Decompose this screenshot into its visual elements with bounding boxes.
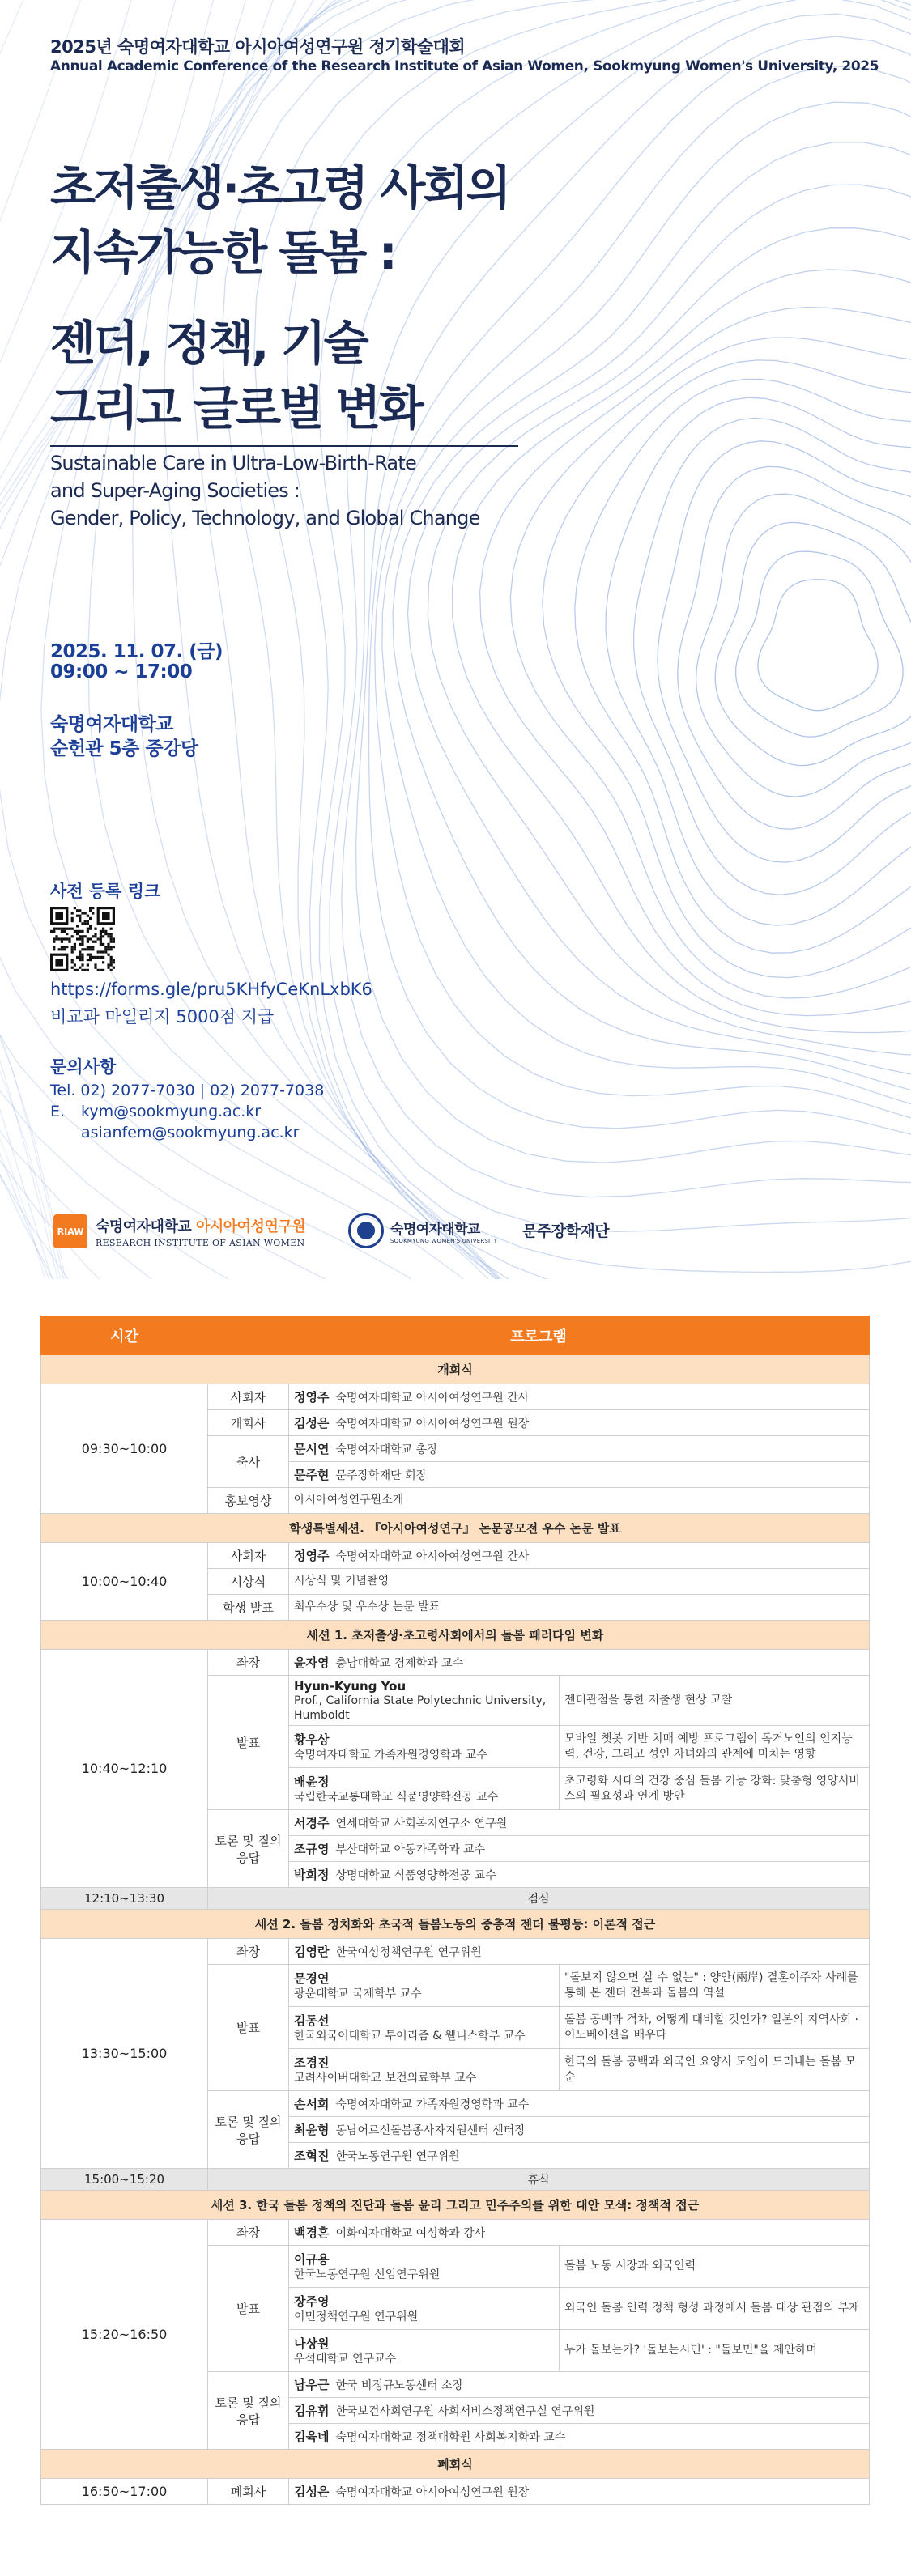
presenter-affiliation: 국립한국교통대학교 식품영양학전공 교수: [294, 1791, 499, 1804]
person-name: 김유휘: [294, 2404, 330, 2418]
table-row: [41, 2479, 870, 2505]
presenter-affiliation: 우석대학교 연구교수: [294, 2353, 397, 2366]
person-affiliation: 한국 비정규노동센터 소장: [335, 2379, 464, 2392]
presentation-topic: "돌보지 않으면 살 수 없는" : 양안(兩岸) 결혼이주자 사례를 통해 본 젠더 전복과 돌봄의 역설: [560, 1965, 870, 2007]
person-affiliation: 숙명여자대학교 아시아여성연구원 간사: [335, 1392, 530, 1405]
person-affiliation: 충남대학교 경제학과 교수: [335, 1657, 464, 1670]
person-affiliation: 숙명여자대학교 가족자원경영학과 교수: [335, 2098, 530, 2111]
section-3: 세션 3. 한국 돌봄 정책의 진단과 돌봄 윤리 그리고 민주주의를 위한 대안 모색: 정책적 접근: [41, 2191, 870, 2220]
break-label: 휴식: [208, 2169, 870, 2191]
person-affiliation: 문주장학재단 회장: [335, 1469, 428, 1482]
conference-title-en: Annual Academic Conference of the Research Institute of Asian Women, Sookmyung Women's University, 2025: [50, 58, 879, 74]
item-text: 최우수상 및 우수상 논문 발표: [289, 1595, 870, 1621]
contact-title: 문의사항: [50, 1057, 117, 1077]
riaw-logo-en: RESEARCH INSTITUTE OF ASIAN WOMEN: [96, 1237, 305, 1248]
person-name: 조혁진: [294, 2149, 330, 2163]
presenter-affiliation: 숙명여자대학교 가족자원경영학과 교수: [294, 1749, 487, 1762]
person-name: 김성은: [294, 2485, 330, 2499]
event-venue-line-1: 숙명여자대학교: [50, 714, 174, 735]
break-lunch: [41, 1888, 870, 1910]
time-cell: 15:20~16:50: [41, 2220, 208, 2450]
registration-link[interactable]: https://forms.gle/pru5KHfyCeKnLxbK6: [50, 980, 372, 999]
section-1: 세션 1. 초저출생·초고령사회에서의 돌봄 패러다임 변화: [41, 1621, 870, 1650]
event-date: 2025. 11. 07. (금): [50, 641, 223, 662]
main-title-line-3: 젠더, 정책, 기술: [50, 316, 367, 371]
person-affiliation: 연세대학교 사회복지연구소 연구원: [335, 1817, 508, 1830]
sookmyung-logo-ko: 숙명여자대학교: [390, 1221, 480, 1238]
section-special: 학생특별세션. 『아시아여성연구』 논문공모전 우수 논문 발표: [41, 1514, 870, 1543]
presenter-name: 황우상: [294, 1732, 330, 1747]
contact-email-label: E.: [50, 1103, 66, 1120]
table-row: [41, 1384, 870, 1410]
role-cell: 토론 및 질의응답: [208, 2091, 289, 2169]
person-name: 정영주: [294, 1549, 330, 1563]
person-affiliation: 한국노동연구원 연구위원: [335, 2150, 460, 2163]
role-cell: 사회자: [208, 1543, 289, 1569]
riaw-logo-univ: 숙명여자대학교: [96, 1218, 192, 1235]
person-affiliation: 상명대학교 식품영양학전공 교수: [335, 1869, 496, 1882]
table-row: [41, 1939, 870, 1965]
person-name: 백경흔: [294, 2225, 330, 2240]
person-name: 김영란: [294, 1945, 330, 1959]
presentation-topic: 초고령화 시대의 건강 중심 돌봄 기능 강화: 맞춤형 영양서비스의 필요성과 연계 방안: [560, 1768, 870, 1810]
sookmyung-logo-en: SOOKMYUNG WOMEN'S UNIVERSITY: [390, 1237, 498, 1244]
event-time: 09:00 ~ 17:00: [50, 661, 193, 682]
person-name: 정영주: [294, 1390, 330, 1405]
person-name: 남우근: [294, 2378, 330, 2392]
role-cell: 발표: [208, 2246, 289, 2372]
table-row: [41, 1650, 870, 1676]
time-cell: 12:10~13:30: [41, 1888, 208, 1910]
foundation-logo: 문주장학재단: [522, 1222, 610, 1240]
registration-note: 비교과 마일리지 5000점 지급: [50, 1007, 275, 1027]
role-cell: 좌장: [208, 1939, 289, 1965]
presenter-affiliation: 고려사이버대학교 보건의료학부 교수: [294, 2072, 477, 2085]
person-affiliation: 이화여자대학교 여성학과 강사: [335, 2227, 486, 2240]
presenter-affiliation: 한국노동연구원 선임연구위원: [294, 2268, 441, 2281]
person-affiliation: 숙명여자대학교 아시아여성연구원 간사: [335, 1550, 530, 1563]
poster: [0, 0, 911, 1279]
role-cell: 홍보영상: [208, 1488, 289, 1514]
registration-title: 사전 등록 링크: [50, 882, 161, 901]
role-cell: 폐회사: [208, 2479, 289, 2505]
time-cell: 16:50~17:00: [41, 2479, 208, 2505]
person-name: 손서희: [294, 2097, 330, 2111]
role-cell: 시상식: [208, 1569, 289, 1595]
presentation-topic: 모바일 챗봇 기반 치매 예방 프로그램이 독거노인의 인지능력, 건강, 그리고 성인 자녀와의 관계에 미치는 영향: [560, 1726, 870, 1768]
table-row: [41, 1543, 870, 1569]
person-affiliation: 숙명여자대학교 아시아여성연구원 원장: [335, 1418, 530, 1430]
presenter-affiliation: 한국외국어대학교 투어리즘 & 웰니스학부 교수: [294, 2030, 526, 2043]
role-cell: 토론 및 질의응답: [208, 1810, 289, 1888]
person-name: 최윤형: [294, 2123, 330, 2137]
role-cell: 개회사: [208, 1410, 289, 1436]
title-divider: [50, 445, 518, 447]
subtitle-en-line-1: Sustainable Care in Ultra-Low-Birth-Rate: [50, 452, 416, 474]
section-2: 세션 2. 돌봄 정치화와 초국적 돌봄노동의 중층적 젠더 불평등: 이론적 접근: [41, 1910, 870, 1939]
role-cell: 발표: [208, 1965, 289, 2091]
section-closing: 폐회식: [41, 2450, 870, 2479]
contact-email-2[interactable]: asianfem@sookmyung.ac.kr: [81, 1124, 300, 1141]
person-name: 김성은: [294, 1416, 330, 1430]
person-name: 윤자영: [294, 1656, 330, 1670]
presentation-topic: 한국의 돌봄 공백과 외국인 요양사 도입이 드러내는 돌봄 모순: [560, 2049, 870, 2091]
break-label: 점심: [208, 1888, 870, 1910]
person-affiliation: 동남어르신돌봄종사자지원센터 센터장: [335, 2124, 526, 2137]
presenter-affiliation: Prof., California State Polytechnic University, Humboldt: [294, 1694, 547, 1722]
role-cell: 좌장: [208, 1650, 289, 1676]
table-header: [41, 1316, 870, 1355]
role-cell: 좌장: [208, 2220, 289, 2246]
presenter-affiliation: 광운대학교 국제학부 교수: [294, 1987, 422, 2000]
presenter-name: Hyun-Kyung You: [294, 1678, 407, 1694]
subtitle-en-line-3: Gender, Policy, Technology, and Global Change: [50, 507, 480, 529]
subtitle-en-line-2: and Super-Aging Societies :: [50, 479, 300, 502]
schedule-table: [40, 1316, 870, 2505]
main-title-line-2: 지속가능한 돌봄 :: [50, 225, 395, 280]
program-schedule: [0, 1279, 911, 2576]
person-name: 박희정: [294, 1868, 330, 1882]
role-cell: 토론 및 질의응답: [208, 2372, 289, 2450]
presentation-topic: 젠더관점을 통한 저출생 현상 고찰: [560, 1676, 870, 1726]
time-cell: 09:30~10:00: [41, 1384, 208, 1514]
riaw-logo: [53, 1214, 305, 1248]
presenter-name: 배윤정: [294, 1775, 330, 1789]
person-affiliation: 숙명여자대학교 총장: [335, 1443, 438, 1456]
item-text: 아시아여성연구원소개: [289, 1488, 870, 1514]
event-venue-line-2: 순헌관 5층 중강당: [50, 738, 198, 759]
item-text: 시상식 및 기념촬영: [289, 1569, 870, 1595]
presenter-name: 나상원: [294, 2336, 330, 2351]
contact-tel: Tel. 02) 2077-7030 | 02) 2077-7038: [50, 1082, 325, 1099]
section-opening: 개회식: [41, 1355, 870, 1384]
role-cell: 축사: [208, 1436, 289, 1488]
person-name: 조규영: [294, 1842, 330, 1856]
header-program: 프로그램: [208, 1316, 870, 1355]
role-cell: 사회자: [208, 1384, 289, 1410]
riaw-logo-institute: 아시아여성연구원: [196, 1218, 306, 1235]
table-row: [41, 2220, 870, 2246]
contact-email-1[interactable]: kym@sookmyung.ac.kr: [81, 1103, 262, 1120]
time-cell: 10:00~10:40: [41, 1543, 208, 1621]
conference-title-ko: 2025년 숙명여자대학교 아시아여성연구원 정기학술대회: [50, 37, 466, 57]
role-cell: 학생 발표: [208, 1595, 289, 1621]
person-name: 김육네: [294, 2429, 330, 2444]
presenter-name: 조경진: [294, 2055, 330, 2070]
presenter-name: 이규용: [294, 2252, 330, 2267]
presenter-name: 문경연: [294, 1971, 330, 1986]
person-affiliation: 숙명여자대학교 정책대학원 사회복지학과 교수: [335, 2431, 566, 2444]
person-name: 문시연: [294, 1442, 330, 1456]
presenter-affiliation: 이민정책연구원 연구위원: [294, 2310, 419, 2323]
time-cell: 13:30~15:00: [41, 1939, 208, 2169]
time-cell: 15:00~15:20: [41, 2169, 208, 2191]
person-name: 서경주: [294, 1816, 330, 1830]
presentation-topic: 외국인 돌봄 인력 정책 형성 과정에서 돌봄 대상 관점의 부재: [560, 2288, 870, 2330]
presenter-name: 장주영: [294, 2294, 330, 2309]
person-affiliation: 숙명여자대학교 아시아여성연구원 원장: [335, 2486, 530, 2499]
presenter-name: 김동선: [294, 2013, 330, 2028]
header-time: 시간: [41, 1316, 208, 1355]
main-title-line-4: 그리고 글로벌 변화: [50, 380, 422, 436]
time-cell: 10:40~12:10: [41, 1650, 208, 1888]
presentation-topic: 돌봄 노동 시장과 외국인력: [560, 2246, 870, 2288]
registration-qr-code[interactable]: [50, 907, 115, 971]
role-cell: 발표: [208, 1676, 289, 1810]
person-affiliation: 한국보건사회연구원 사회서비스정책연구실 연구위원: [335, 2405, 595, 2418]
sookmyung-logo: [348, 1213, 497, 1248]
person-name: 문주현: [294, 1468, 330, 1482]
person-affiliation: 부산대학교 아동가족학과 교수: [335, 1843, 486, 1856]
presentation-topic: 누가 돌보는가? '돌보는시민' : "돌보민"을 제안하며: [560, 2330, 870, 2372]
sookmyung-seal-icon: [348, 1213, 384, 1248]
main-title-line-1: 초저출생·초고령 사회의: [50, 160, 509, 215]
riaw-mark-icon: RIAW: [53, 1214, 87, 1248]
break-recess: [41, 2169, 870, 2191]
person-affiliation: 한국여성정책연구원 연구위원: [335, 1946, 482, 1959]
presentation-topic: 돌봄 공백과 격차, 어떻게 대비할 것인가? 일본의 지역사회 · 이노베이션을 배우다: [560, 2007, 870, 2049]
